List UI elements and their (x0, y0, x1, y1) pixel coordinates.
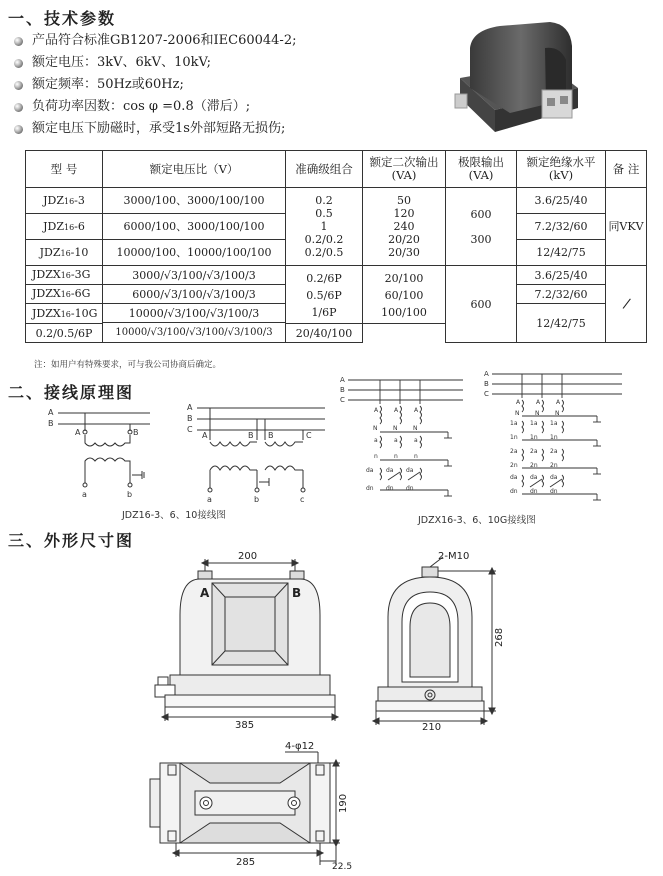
bullet-dot-icon (14, 103, 23, 112)
th-secondary: 额定二次输出 (VA) (363, 151, 446, 188)
dim-2m10: 2-M10 (438, 551, 470, 562)
table-row (26, 188, 647, 214)
top-view-drawing (140, 735, 360, 870)
svg-text:da: da (510, 474, 518, 481)
insulation-cell: 3.6/25/40 (517, 188, 606, 214)
bullet-dot-icon (14, 59, 23, 68)
ratio-cell: 10000/√3/100/√3/100/√3/100/3 (103, 323, 286, 343)
svg-text:C: C (340, 396, 345, 404)
wiring-diagram-jdzx-2 (482, 366, 632, 506)
svg-text:B: B (133, 428, 139, 437)
spec-table (25, 150, 647, 343)
svg-text:n: n (374, 453, 378, 460)
th-limit: 极限输出 (VA) (446, 151, 517, 188)
table-row (26, 266, 647, 285)
ratio-cell: 3000/√3/100/√3/100/3 (103, 266, 286, 285)
accuracy-cell: 0.2 0.5 1 0.2/0.2 0.2/0.5 (286, 188, 363, 266)
svg-text:da: da (366, 467, 374, 474)
ratio-cell: 6000/√3/100/√3/100/3 (103, 285, 286, 304)
th-insulation: 额定绝缘水平 (kV) (517, 151, 606, 188)
insulation-cell: 12/42/75 (517, 304, 606, 343)
th-accuracy: 准确级组合 (286, 151, 363, 188)
svg-text:A: A (516, 399, 521, 406)
svg-text:b: b (254, 495, 260, 504)
th-remark: 备 注 (606, 151, 647, 188)
dim-385: 385 (235, 720, 255, 730)
svg-text:A: A (340, 376, 345, 384)
limit-cell: 600 (446, 266, 517, 343)
product-photo (450, 18, 590, 136)
svg-text:C: C (187, 425, 193, 434)
th-model: 型 号 (26, 151, 103, 188)
svg-text:A: A (48, 408, 54, 417)
caption-jdzx: JDZX16-3、6、10G接线图 (418, 515, 536, 526)
table-note: 注：如用户有特殊要求，可与我公司协商后确定。 (34, 360, 222, 370)
svg-text:A: A (202, 431, 208, 440)
terminal-label-a: A (200, 586, 210, 600)
secondary-cell: 20/40/100 (286, 324, 363, 343)
model-cell: JDZ16-6 (26, 214, 103, 240)
svg-text:c: c (300, 495, 305, 504)
svg-text:2a: 2a (510, 448, 518, 455)
bullet-item: 额定电压：3kV、6kV、10kV; (12, 52, 442, 74)
svg-text:1n: 1n (510, 434, 518, 441)
svg-text:A: A (187, 403, 193, 412)
svg-text:B: B (48, 419, 54, 428)
svg-text:b: b (127, 490, 133, 499)
svg-text:B: B (248, 431, 254, 440)
svg-text:N: N (515, 410, 520, 417)
bullet-item: 额定频率：50Hz或60Hz; (12, 74, 442, 96)
dim-268: 268 (494, 627, 505, 647)
dim-190: 190 (338, 793, 349, 813)
insulation-cell: 12/42/75 (517, 240, 606, 266)
model-cell: JDZ16-3 (26, 188, 103, 214)
bullet-item: 负荷功率因数：cos φ =0.8（滞后）; (12, 96, 442, 118)
front-view-drawing (150, 545, 350, 730)
terminal-label-b: B (292, 586, 302, 600)
svg-text:2n: 2n (510, 462, 518, 469)
insulation-cell: 7.2/32/60 (517, 214, 606, 240)
svg-text:A: A (374, 407, 379, 414)
limit-cell: 600 300 (446, 188, 517, 266)
ratio-cell: 3000/100、3000/100/100 (103, 188, 286, 214)
svg-text:A: A (75, 428, 81, 437)
remark-cell: / (606, 266, 647, 343)
svg-text:A: A (484, 370, 489, 378)
svg-text:B: B (187, 414, 193, 423)
dim-285: 285 (236, 857, 256, 868)
table-header-row (26, 151, 647, 188)
th-ratio: 额定电压比（V） (103, 151, 286, 188)
secondary-cell: 50 120 240 20/20 20/30 (363, 188, 446, 266)
svg-text:a: a (374, 437, 378, 444)
svg-text:B: B (268, 431, 274, 440)
accuracy-cell: 0.2/6P 0.5/6P 1/6P (286, 266, 363, 324)
model-cell: JDZX16-6G (26, 285, 103, 304)
svg-text:C: C (484, 390, 489, 398)
ratio-cell: 6000/100、3000/100/100 (103, 214, 286, 240)
dim-200: 200 (238, 551, 258, 562)
ratio-cell: 10000/100、10000/100/100 (103, 240, 286, 266)
dim-210: 210 (422, 722, 442, 732)
model-cell: JDZX16-3G (26, 266, 103, 285)
svg-text:1a: 1a (510, 420, 518, 427)
bullet-dot-icon (14, 125, 23, 134)
svg-text:dn: dn (510, 488, 518, 495)
model-cell: JDZX16-10G (26, 304, 103, 324)
ratio-cell: 10000/√3/100/√3/100/3 (103, 304, 286, 323)
svg-text:a: a (82, 490, 87, 499)
svg-text:dn: dn (366, 485, 374, 492)
svg-text:C: C (306, 431, 312, 440)
wiring-diagram-jdz-three (185, 400, 330, 505)
secondary-cell: 20/100 60/100 100/100 (363, 266, 446, 324)
caption-jdz: JDZ16-3、6、10接线图 (122, 510, 226, 521)
accuracy-cell: 0.2/0.5/6P (26, 324, 103, 343)
bullet-item: 产品符合标准GB1207-2006和IEC60044-2; (12, 30, 442, 52)
section-title-dims: 三、外形尺寸图 (8, 531, 135, 550)
spec-bullet-list (12, 30, 442, 140)
dim-4phi12: 4-φ12 (285, 741, 315, 752)
wiring-diagram-jdz-single (30, 405, 160, 500)
model-cell: JDZ16-10 (26, 240, 103, 266)
insulation-cell: 7.2/32/60 (517, 285, 606, 304)
side-view-drawing (368, 547, 508, 732)
svg-text:a: a (207, 495, 212, 504)
remark-cell: 同VKV (606, 188, 647, 266)
section-title-tech: 一、技术参数 (8, 9, 117, 28)
section-title-wiring: 二、接线原理图 (8, 383, 135, 402)
svg-text:B: B (340, 386, 345, 394)
svg-text:B: B (484, 380, 489, 388)
insulation-cell: 3.6/25/40 (517, 266, 606, 285)
dim-22-5: 22.5 (332, 862, 353, 870)
bullet-dot-icon (14, 81, 23, 90)
bullet-dot-icon (14, 37, 23, 46)
bullet-item: 额定电压下励磁时，承受1s外部短路无损伤; (12, 118, 442, 140)
wiring-diagram-jdzx-1 (338, 372, 468, 507)
svg-text:N: N (373, 425, 378, 432)
